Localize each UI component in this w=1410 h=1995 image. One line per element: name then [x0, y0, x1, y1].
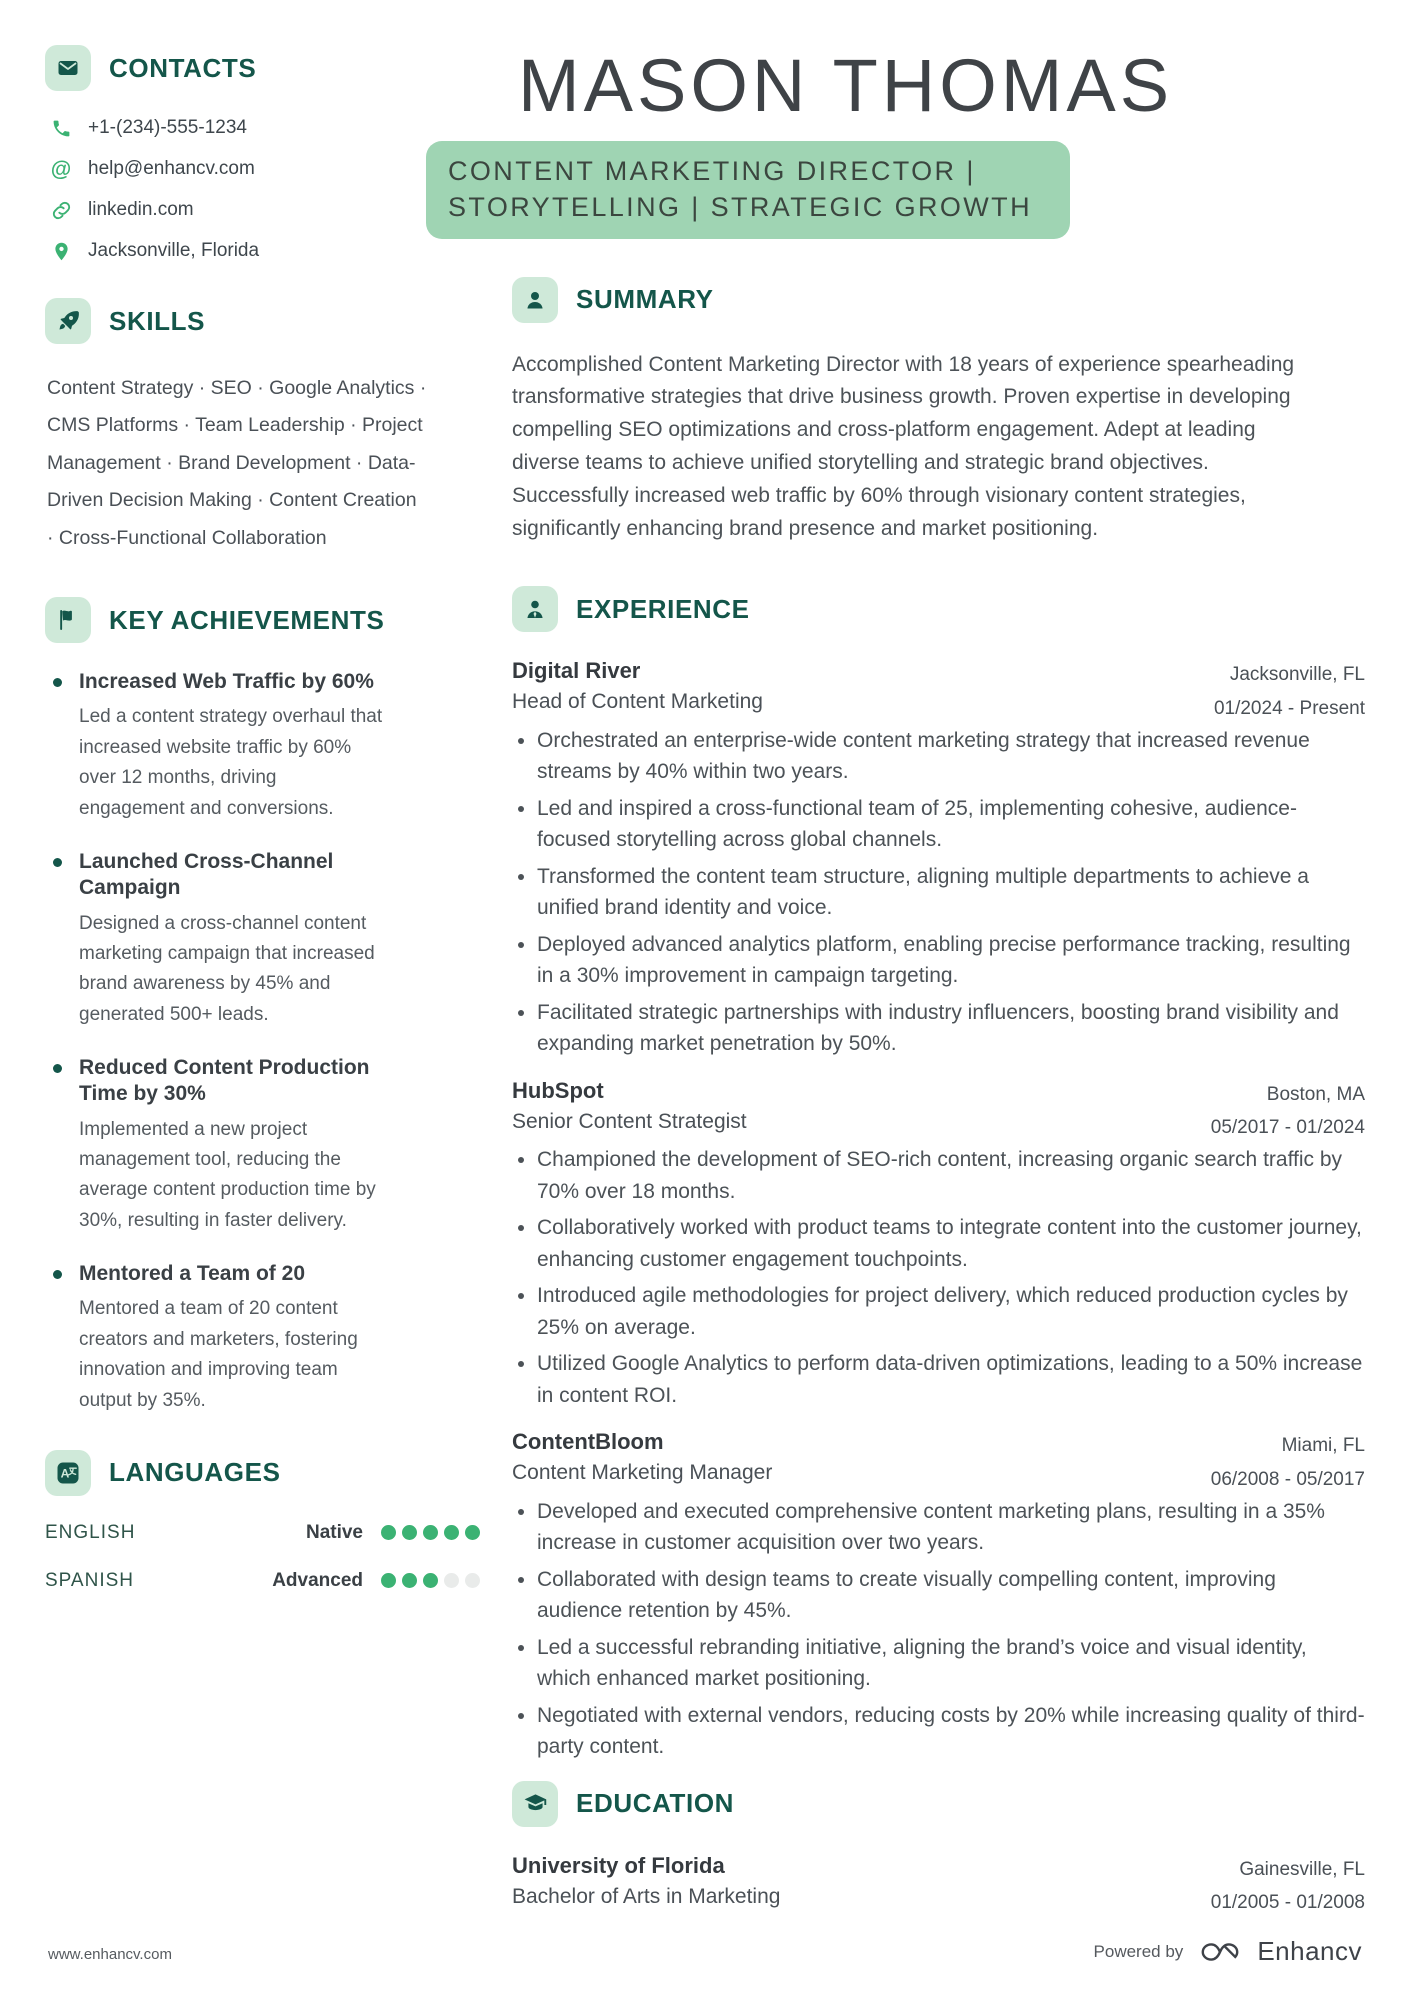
section-title-achievements: KEY ACHIEVEMENTS: [109, 604, 385, 635]
powered-by-label: Powered by: [1093, 1941, 1184, 1961]
languages-header: [45, 1450, 480, 1496]
achievement-item: [53, 1261, 480, 1416]
experience-bullet: Collaborated with design teams to create visually compelling content, improving audience retention by 45%.: [512, 1564, 1365, 1627]
section-title-experience: EXPERIENCE: [576, 593, 750, 624]
skills-section: [45, 298, 480, 557]
dot-empty: [465, 1573, 480, 1588]
experience-bullet: Collaboratively worked with product teams to integrate content into the customer journey, enhancing customer engagement touchpoints.: [512, 1212, 1365, 1275]
proficiency-dots: [381, 1525, 480, 1540]
school-location: Gainesville, FL: [1239, 1858, 1365, 1880]
job-title: Senior Content Strategist: [512, 1109, 747, 1133]
experience-bullet: Introduced agile methodologies for project delivery, which reduced production cycles by 25% on average.: [512, 1280, 1365, 1343]
achievement-item: [53, 1055, 480, 1236]
achievement-description: Implemented a new project management tool, reducing the average content production time by 30%, resulting in faster delivery.: [79, 1118, 376, 1231]
job-location: Jacksonville, FL: [1229, 664, 1365, 686]
dot-filled: [444, 1525, 459, 1540]
degree-name: Bachelor of Arts in Marketing: [512, 1884, 781, 1908]
summary-header: [512, 277, 1365, 323]
dot-filled: [402, 1525, 417, 1540]
sidebar: [45, 45, 480, 1995]
proficiency-dots: [381, 1573, 480, 1588]
language-item: [45, 1522, 480, 1544]
contacts-header: [45, 45, 480, 91]
svg-text:A: A: [60, 1466, 70, 1481]
experience-bullet: Deployed advanced analytics platform, enabling precise performance tracking, resulting in a 30% improvement in campaign targeting.: [512, 929, 1365, 992]
summary-section: [512, 277, 1365, 547]
site-url[interactable]: www.enhancv.com: [48, 1946, 172, 1963]
contact-email-text: help@enhancv.com: [88, 158, 255, 179]
contacts-section: [45, 45, 480, 262]
achievement-title: Mentored a Team of 20: [79, 1262, 305, 1286]
contact-location: [49, 240, 480, 262]
experience-bullet: Orchestrated an enterprise-wide content marketing strategy that increased revenue streams by 40% within two years.: [512, 725, 1365, 788]
achievement-list: [45, 669, 480, 1416]
experience-bullet: Negotiated with external vendors, reducing costs by 20% while increasing quality of third-party content.: [512, 1700, 1365, 1763]
contact-email[interactable]: [49, 158, 480, 180]
dot-filled: [465, 1525, 480, 1540]
achievement-description: Led a content strategy overhaul that increased website traffic by 60% over 12 months, driving engagement and conversions.: [79, 706, 383, 819]
section-title-education: EDUCATION: [576, 1788, 735, 1819]
language-level: Native: [305, 1521, 363, 1543]
envelope-icon: [45, 45, 91, 91]
link-icon: [49, 200, 73, 221]
graduation-cap-icon: [512, 1781, 558, 1827]
languages-section: [45, 1450, 480, 1592]
experience-bullet: Facilitated strategic partnerships with industry influencers, boosting brand visibility and expanding market penetration by 50%.: [512, 997, 1365, 1060]
rocket-icon: [45, 298, 91, 344]
achievement-item: [53, 849, 480, 1030]
dot-filled: [423, 1525, 438, 1540]
job-dates: 05/2017 - 01/2024: [1210, 1117, 1365, 1139]
job-title-badge: CONTENT MARKETING DIRECTOR | STORYTELLING | STRATEGIC GROWTH: [426, 141, 1070, 239]
experience-bullet-list: [512, 1496, 1365, 1763]
bullet-dot: [53, 1270, 62, 1279]
section-title-summary: SUMMARY: [576, 284, 714, 314]
phone-icon: [49, 118, 73, 139]
person-icon: [512, 277, 558, 323]
dot-filled: [402, 1573, 417, 1588]
job-title: Content Marketing Manager: [512, 1461, 773, 1485]
experience-bullet: Utilized Google Analytics to perform data-driven optimizations, leading to a 50% increase in content ROI.: [512, 1348, 1365, 1411]
experience-bullet-list: [512, 725, 1365, 1060]
experience-entry: [512, 1078, 1365, 1412]
language-list: [45, 1522, 480, 1592]
flag-icon: [45, 597, 91, 643]
contact-linkedin-text: linkedin.com: [88, 199, 194, 220]
main-column: [448, 44, 1365, 1995]
bullet-dot: [53, 1064, 62, 1073]
achievement-title: Reduced Content Production Time by 30%: [79, 1056, 370, 1106]
language-item: [45, 1570, 480, 1592]
contact-phone[interactable]: [49, 117, 480, 139]
achievement-title: Launched Cross-Channel Campaign: [79, 850, 334, 900]
contact-location-text: Jacksonville, Florida: [88, 240, 260, 261]
education-entry: [512, 1853, 1365, 1920]
language-name: SPANISH: [45, 1569, 135, 1591]
experience-bullet: Led and inspired a cross-functional team of 25, implementing cohesive, audience-focused storytelling across global channels.: [512, 793, 1365, 856]
experience-bullet: Transformed the content team structure, aligning multiple departments to achieve a unified brand identity and voice.: [512, 861, 1365, 924]
school-dates: 01/2005 - 01/2008: [1210, 1892, 1365, 1914]
summary-text: Accomplished Content Marketing Director with 18 years of experience spearheading transformative strategies that drive business growth. Proven expertise in developing compelling SEO optimizations and cross-platform engagement. Adept at leading diverse teams to achieve unified storytelling and strategic brand objectives. Successfully increased web traffic by 60% through visionary content strategies, significantly enhancing brand presence and market positioning.: [512, 352, 1295, 541]
section-title-skills: SKILLS: [109, 305, 206, 336]
section-title-contacts: CONTACTS: [109, 52, 257, 83]
translate-icon: [45, 1450, 91, 1496]
contact-linkedin[interactable]: [49, 199, 480, 221]
bullet-dot: [53, 858, 62, 867]
job-title: Head of Content Marketing: [512, 690, 763, 714]
contact-phone-text: +1-(234)-555-1234: [88, 117, 247, 138]
school-name: University of Florida: [512, 1852, 725, 1878]
location-pin-icon: [49, 241, 73, 262]
job-location: Miami, FL: [1281, 1435, 1365, 1457]
job-dates: 01/2024 - Present: [1213, 697, 1365, 719]
job-dates: 06/2008 - 05/2017: [1210, 1468, 1365, 1490]
contact-list: [45, 117, 480, 262]
skills-header: [45, 298, 480, 344]
dot-filled: [381, 1525, 396, 1540]
achievements-section: [45, 597, 480, 1416]
experience-section: [512, 586, 1365, 1763]
dot-filled: [381, 1573, 396, 1588]
experience-entry: [512, 1429, 1365, 1763]
dot-empty: [444, 1573, 459, 1588]
experience-bullet-list: [512, 1144, 1365, 1411]
section-title-languages: LANGUAGES: [109, 1457, 281, 1488]
experience-bullet: Developed and executed comprehensive content marketing plans, resulting in a 35% increase in customer acquisition over two years.: [512, 1496, 1365, 1559]
achievements-header: [45, 597, 480, 643]
achievement-item: [53, 669, 480, 824]
education-section: [512, 1781, 1365, 1920]
brand-name: Enhancv: [1257, 1936, 1362, 1966]
bullet-dot: [53, 678, 62, 687]
powered-by-block[interactable]: [1094, 1936, 1362, 1967]
experience-header: [512, 586, 1365, 632]
dot-filled: [423, 1573, 438, 1588]
enhancv-logo: [1199, 1939, 1241, 1965]
experience-bullet: Championed the development of SEO-rich content, increasing organic search traffic by 70% over 18 months.: [512, 1144, 1365, 1207]
achievement-description: Designed a cross-channel content marketing campaign that increased brand awareness by 45% and generated 500+ leads.: [79, 912, 375, 1025]
achievement-description: Mentored a team of 20 content creators and marketers, fostering innovation and improving team output by 35%.: [79, 1298, 358, 1411]
company-name: ContentBloom: [512, 1429, 664, 1455]
achievement-title: Increased Web Traffic by 60%: [79, 670, 374, 694]
at-icon: @: [50, 157, 72, 181]
job-location: Boston, MA: [1266, 1083, 1365, 1105]
language-name: ENGLISH: [45, 1521, 136, 1543]
company-name: HubSpot: [512, 1077, 604, 1103]
experience-bullet: Led a successful rebranding initiative, aligning the brand’s voice and visual identity, which enhanced market positioning.: [512, 1632, 1365, 1695]
experience-entry: [512, 658, 1365, 1060]
candidate-name: MASON THOMAS: [518, 44, 1174, 127]
skills-list: Content Strategy · SEO · Google Analytics · CMS Platforms · Team Leadership · Project Management · Brand Development · Data-Driven Decision Making · Content Creation · Cross-Functional Collaboration: [47, 377, 427, 549]
education-header: [512, 1781, 1365, 1827]
company-name: Digital River: [512, 658, 641, 684]
person-tie-icon: [512, 586, 558, 632]
language-level: Advanced: [272, 1569, 363, 1591]
